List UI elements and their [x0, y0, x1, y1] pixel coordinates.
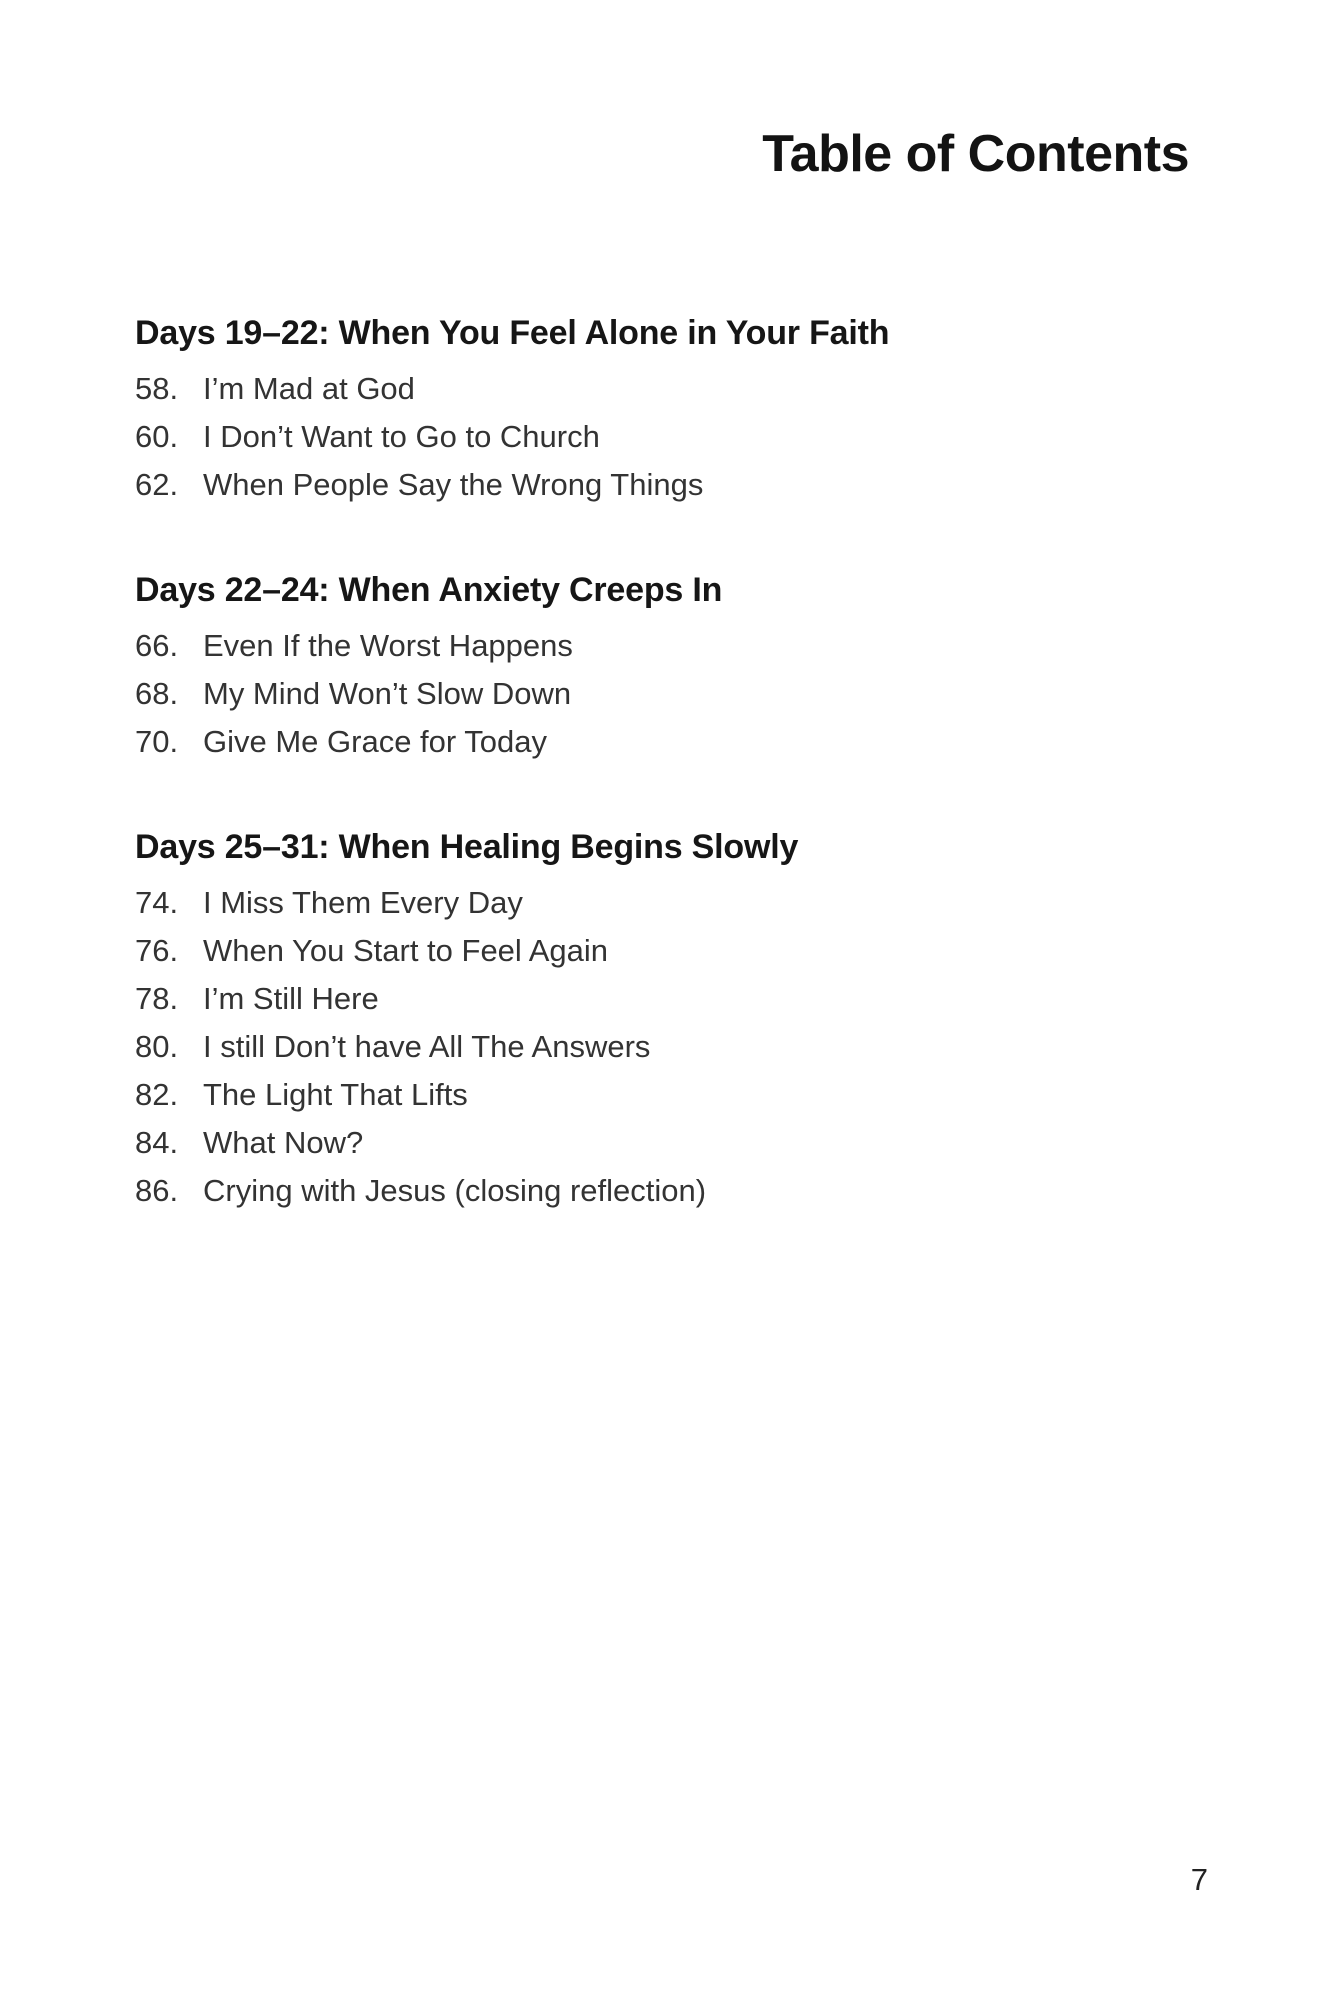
toc-section-days-22-24: [135, 568, 1189, 766]
entry-title: Give Me Grace for Today: [203, 724, 548, 759]
section-heading: Days 22–24: When Anxiety Creeps In: [135, 571, 723, 609]
entry-title: I Don’t Want to Go to Church: [203, 419, 600, 454]
entry-title: Even If the Worst Happens: [203, 628, 573, 663]
entry-page-number: 74.: [135, 885, 179, 920]
section-entries: [135, 365, 1189, 509]
toc-entry: [135, 975, 1189, 1023]
toc-entry: [135, 413, 1189, 461]
toc-entry: [135, 927, 1189, 975]
entry-page-number: 66.: [135, 628, 179, 663]
toc-entry: [135, 879, 1189, 927]
section-heading: Days 19–22: When You Feel Alone in Your Faith: [135, 314, 890, 352]
entry-title: I still Don’t have All The Answers: [203, 1029, 651, 1064]
entry-page-number: 60.: [135, 419, 179, 454]
entry-title: My Mind Won’t Slow Down: [203, 676, 572, 711]
entry-title: The Light That Lifts: [203, 1077, 468, 1112]
entry-page-number: 68.: [135, 676, 179, 711]
entry-page-number: 76.: [135, 933, 179, 968]
entry-page-number: 70.: [135, 724, 179, 759]
entry-title: When People Say the Wrong Things: [203, 467, 704, 502]
section-entries: [135, 879, 1189, 1215]
entry-title: When You Start to Feel Again: [203, 933, 608, 968]
toc-entry: [135, 1167, 1189, 1215]
section-entries: [135, 622, 1189, 766]
toc-entry: [135, 1119, 1189, 1167]
entry-page-number: 82.: [135, 1077, 179, 1112]
entry-page-number: 58.: [135, 371, 179, 406]
toc-section-days-19-22: [135, 311, 1189, 509]
toc-entry: [135, 365, 1189, 413]
page-title: Table of Contents: [762, 125, 1189, 183]
toc-entry: [135, 622, 1189, 670]
entry-page-number: 78.: [135, 981, 179, 1016]
toc-entry: [135, 1071, 1189, 1119]
toc-entry: [135, 461, 1189, 509]
toc-section-days-25-31: [135, 825, 1189, 1215]
toc-entry: [135, 670, 1189, 718]
entry-page-number: 86.: [135, 1173, 179, 1208]
entry-page-number: 80.: [135, 1029, 179, 1064]
entry-title: I Miss Them Every Day: [203, 885, 523, 920]
section-heading: Days 25–31: When Healing Begins Slowly: [135, 828, 799, 866]
entry-title: I’m Mad at God: [203, 371, 415, 406]
entry-page-number: 62.: [135, 467, 179, 502]
toc-entry: [135, 1023, 1189, 1071]
page-number: 7: [1190, 1862, 1208, 1897]
entry-page-number: 84.: [135, 1125, 179, 1160]
entry-title: I’m Still Here: [203, 981, 379, 1016]
toc-entry: [135, 718, 1189, 766]
entry-title: Crying with Jesus (closing reflection): [203, 1173, 707, 1208]
entry-title: What Now?: [203, 1125, 364, 1160]
document-page-content: [135, 0, 1189, 1215]
